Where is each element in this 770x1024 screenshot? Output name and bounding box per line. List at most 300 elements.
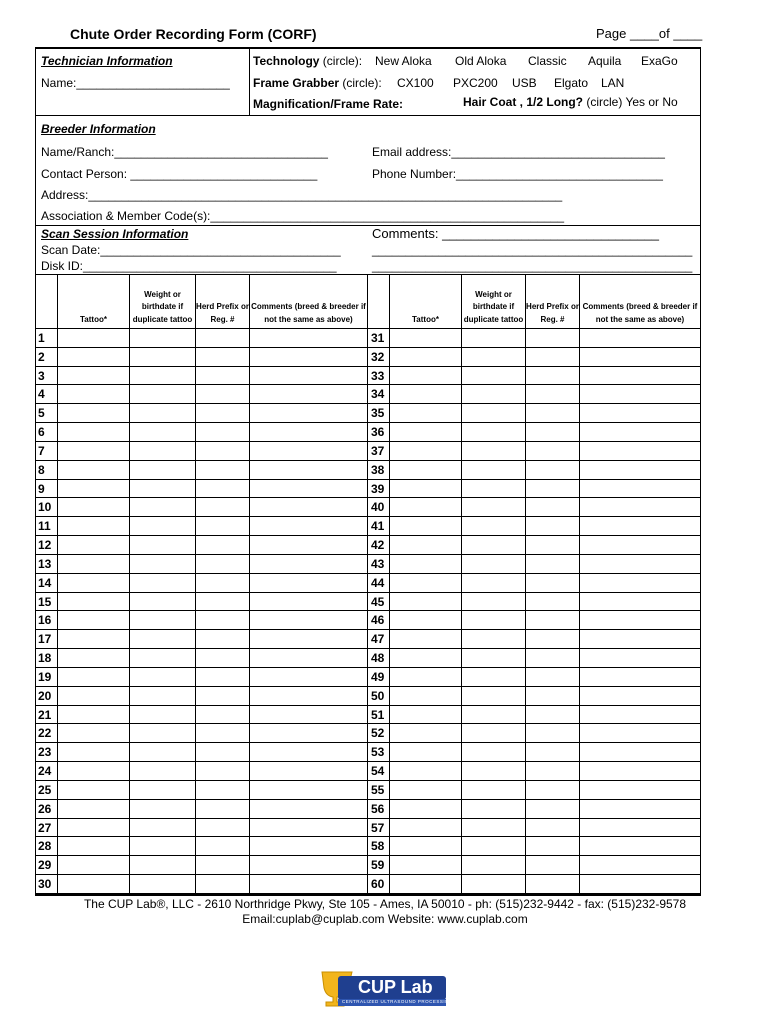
row-number-cell [35, 498, 58, 517]
table-cell-tattoo[interactable] [390, 743, 462, 762]
table-cell-comments[interactable] [580, 856, 701, 875]
table-cell-weight[interactable] [462, 706, 526, 725]
table-cell-comments[interactable] [250, 348, 368, 367]
table-cell-herd[interactable] [196, 593, 250, 612]
table-cell-herd[interactable] [196, 517, 250, 536]
table-cell-weight[interactable] [130, 498, 196, 517]
logo-text: CUP Lab [358, 977, 433, 997]
table-cell-tattoo[interactable] [390, 423, 462, 442]
table-cell-herd[interactable] [196, 423, 250, 442]
table-cell-herd[interactable] [526, 649, 580, 668]
table-cell-herd[interactable] [526, 480, 580, 499]
table-cell-comments[interactable] [250, 367, 368, 386]
magnification-field[interactable]: Magnification/Frame Rate: [253, 97, 404, 111]
table-cell-weight[interactable] [462, 461, 526, 480]
frame-option-usb[interactable]: USB [512, 76, 537, 90]
table-cell-comments[interactable] [250, 743, 368, 762]
table-cell-weight[interactable] [130, 442, 196, 461]
table-cell-tattoo[interactable] [390, 706, 462, 725]
table-cell-comments[interactable] [580, 404, 701, 423]
table-cell-comments[interactable] [250, 498, 368, 517]
table-cell-herd[interactable] [526, 442, 580, 461]
table-cell-weight[interactable] [462, 404, 526, 423]
frame-option-pxc200[interactable]: PXC200 [453, 76, 498, 90]
row-number: 44 [371, 575, 385, 590]
table-cell-weight[interactable] [130, 517, 196, 536]
table-cell-herd[interactable] [196, 856, 250, 875]
table-cell-weight[interactable] [130, 687, 196, 706]
name-ranch-field[interactable]: Name/Ranch:________________________________ [41, 145, 328, 159]
table-cell-tattoo[interactable] [58, 461, 130, 480]
table-cell-tattoo[interactable] [58, 593, 130, 612]
table-cell-herd[interactable] [196, 367, 250, 386]
table-cell-weight[interactable] [130, 329, 196, 348]
table-cell-tattoo[interactable] [58, 743, 130, 762]
table-cell-weight[interactable] [130, 762, 196, 781]
technology-option-old-aloka[interactable]: Old Aloka [455, 54, 507, 68]
table-cell-weight[interactable] [462, 593, 526, 612]
table-cell-herd[interactable] [526, 875, 580, 894]
table-cell-herd[interactable] [196, 574, 250, 593]
table-cell-weight[interactable] [130, 875, 196, 894]
table-cell-herd[interactable] [196, 837, 250, 856]
table-cell-comments[interactable] [250, 536, 368, 555]
table-cell-weight[interactable] [130, 856, 196, 875]
phone-field[interactable]: Phone Number:_______________________________ [372, 167, 663, 181]
table-cell-comments[interactable] [580, 498, 701, 517]
row-number: 9 [38, 481, 45, 496]
table-cell-tattoo[interactable] [390, 367, 462, 386]
table-cell-tattoo[interactable] [390, 404, 462, 423]
table-cell-tattoo[interactable] [390, 480, 462, 499]
technology-option-new-aloka[interactable]: New Aloka [375, 54, 432, 68]
table-cell-tattoo[interactable] [390, 781, 462, 800]
table-cell-herd[interactable] [526, 423, 580, 442]
table-cell-weight[interactable] [462, 367, 526, 386]
table-cell-herd[interactable] [196, 536, 250, 555]
row-number: 51 [371, 707, 385, 722]
table-cell-tattoo[interactable] [58, 724, 130, 743]
table-cell-tattoo[interactable] [390, 329, 462, 348]
table-cell-herd[interactable] [526, 611, 580, 630]
table-cell-comments[interactable] [580, 781, 701, 800]
table-cell-comments[interactable] [580, 367, 701, 386]
technology-hint: (circle): [322, 54, 363, 68]
table-cell-tattoo[interactable] [58, 762, 130, 781]
table-cell-herd[interactable] [196, 649, 250, 668]
table-cell-herd[interactable] [196, 706, 250, 725]
table-cell-tattoo[interactable] [58, 423, 130, 442]
table-cell-herd[interactable] [526, 555, 580, 574]
row-number-cell [35, 875, 58, 894]
table-cell-tattoo[interactable] [390, 611, 462, 630]
row-number-cell [35, 800, 58, 819]
table-cell-comments[interactable] [250, 517, 368, 536]
table-cell-weight[interactable] [462, 649, 526, 668]
table-cell-tattoo[interactable] [58, 649, 130, 668]
table-cell-weight[interactable] [130, 385, 196, 404]
table-cell-weight[interactable] [462, 385, 526, 404]
table-cell-weight[interactable] [462, 480, 526, 499]
table-cell-comments[interactable] [580, 668, 701, 687]
table-cell-herd[interactable] [196, 555, 250, 574]
table-cell-weight[interactable] [462, 668, 526, 687]
table-cell-comments[interactable] [580, 611, 701, 630]
table-cell-weight[interactable] [130, 781, 196, 800]
table-cell-herd[interactable] [196, 630, 250, 649]
table-cell-comments[interactable] [250, 687, 368, 706]
row-number-cell [368, 781, 390, 800]
table-cell-herd[interactable] [196, 819, 250, 838]
table-cell-weight[interactable] [462, 724, 526, 743]
technology-option-classic[interactable]: Classic [528, 54, 567, 68]
tattoo-header-text: Tattoo* [80, 314, 107, 324]
table-cell-comments[interactable] [250, 461, 368, 480]
table-cell-weight[interactable] [462, 800, 526, 819]
table-cell-weight[interactable] [130, 837, 196, 856]
hair-coat-row[interactable] [463, 95, 678, 109]
table-cell-herd[interactable] [526, 687, 580, 706]
table-cell-tattoo[interactable] [58, 611, 130, 630]
row-number: 19 [38, 669, 52, 684]
table-cell-weight[interactable] [130, 706, 196, 725]
contact-person-field[interactable]: Contact Person: ____________________________ [41, 167, 318, 181]
scan-date-field[interactable]: Scan Date:____________________________________ [41, 243, 341, 257]
table-cell-weight[interactable] [462, 329, 526, 348]
table-cell-comments[interactable] [580, 480, 701, 499]
table-cell-comments[interactable] [250, 856, 368, 875]
row-number-cell [368, 611, 390, 630]
herd-header-left [196, 274, 250, 329]
table-cell-weight[interactable] [130, 593, 196, 612]
technology-option-exago[interactable]: ExaGo [641, 54, 678, 68]
table-cell-weight[interactable] [130, 668, 196, 687]
table-cell-comments[interactable] [580, 461, 701, 480]
technology-option-aquila[interactable]: Aquila [588, 54, 622, 68]
table-cell-tattoo[interactable] [58, 574, 130, 593]
table-cell-tattoo[interactable] [58, 856, 130, 875]
table-cell-tattoo[interactable] [390, 461, 462, 480]
table-cell-tattoo[interactable] [390, 517, 462, 536]
table-cell-herd[interactable] [196, 442, 250, 461]
frame-option-lan[interactable]: LAN [601, 76, 625, 90]
technician-name-field[interactable]: Name:_______________________ [41, 76, 230, 90]
table-cell-tattoo[interactable] [390, 875, 462, 894]
table-cell-tattoo[interactable] [58, 875, 130, 894]
table-cell-comments[interactable] [250, 649, 368, 668]
table-cell-herd[interactable] [196, 480, 250, 499]
frame-option-cx100[interactable]: CX100 [397, 76, 434, 90]
table-cell-tattoo[interactable] [58, 517, 130, 536]
row-number: 56 [371, 801, 385, 816]
row-number: 36 [371, 425, 385, 440]
table-cell-herd[interactable] [196, 762, 250, 781]
table-cell-weight[interactable] [462, 875, 526, 894]
row-number: 14 [38, 575, 52, 590]
table-cell-herd[interactable] [526, 461, 580, 480]
table-cell-weight[interactable] [462, 555, 526, 574]
table-cell-weight[interactable] [462, 498, 526, 517]
page-number-field[interactable]: Page ____of ____ [596, 26, 703, 41]
table-cell-weight[interactable] [130, 404, 196, 423]
table-cell-weight[interactable] [130, 423, 196, 442]
table-cell-herd[interactable] [196, 668, 250, 687]
table-cell-herd[interactable] [526, 724, 580, 743]
row-number: 47 [371, 632, 385, 647]
table-cell-weight[interactable] [130, 555, 196, 574]
technician-divider [249, 47, 250, 115]
tattoo-header-right [390, 274, 462, 329]
table-cell-comments[interactable] [580, 762, 701, 781]
table-cell-comments[interactable] [580, 536, 701, 555]
table-cell-comments[interactable] [580, 687, 701, 706]
table-cell-herd[interactable] [526, 630, 580, 649]
row-number-cell [368, 724, 390, 743]
table-cell-weight[interactable] [130, 819, 196, 838]
table-cell-weight[interactable] [462, 856, 526, 875]
table-cell-tattoo[interactable] [390, 536, 462, 555]
table-cell-comments[interactable] [580, 724, 701, 743]
table-cell-tattoo[interactable] [58, 781, 130, 800]
table-cell-herd[interactable] [526, 385, 580, 404]
table-cell-comments[interactable] [580, 593, 701, 612]
table-cell-tattoo[interactable] [58, 706, 130, 725]
table-cell-weight[interactable] [130, 348, 196, 367]
table-cell-tattoo[interactable] [58, 819, 130, 838]
table-cell-weight[interactable] [130, 367, 196, 386]
table-cell-tattoo[interactable] [390, 856, 462, 875]
table-cell-comments[interactable] [580, 423, 701, 442]
table-cell-comments[interactable] [580, 442, 701, 461]
row-number: 11 [38, 519, 51, 534]
table-cell-comments[interactable] [580, 819, 701, 838]
association-field[interactable]: Association & Member Code(s):_____________________________________________________ [41, 209, 565, 223]
table-cell-tattoo[interactable] [58, 498, 130, 517]
table-cell-comments[interactable] [250, 781, 368, 800]
table-cell-tattoo[interactable] [58, 687, 130, 706]
table-cell-herd[interactable] [526, 498, 580, 517]
table-cell-herd[interactable] [196, 875, 250, 894]
row-number: 42 [371, 538, 385, 553]
table-cell-tattoo[interactable] [58, 668, 130, 687]
table-cell-weight[interactable] [462, 348, 526, 367]
table-cell-weight[interactable] [462, 743, 526, 762]
table-cell-herd[interactable] [526, 800, 580, 819]
table-cell-comments[interactable] [580, 649, 701, 668]
table-cell-herd[interactable] [196, 404, 250, 423]
row-number-cell [368, 649, 390, 668]
table-cell-comments[interactable] [250, 329, 368, 348]
row-number: 12 [38, 538, 52, 553]
table-cell-weight[interactable] [130, 461, 196, 480]
table-cell-tattoo[interactable] [390, 593, 462, 612]
table-cell-weight[interactable] [462, 762, 526, 781]
comments-line-2[interactable]: ________________________________________________ [372, 243, 693, 257]
table-cell-comments[interactable] [580, 743, 701, 762]
table-cell-tattoo[interactable] [390, 555, 462, 574]
table-cell-tattoo[interactable] [390, 574, 462, 593]
table-cell-weight[interactable] [462, 574, 526, 593]
table-cell-tattoo[interactable] [390, 819, 462, 838]
table-cell-weight[interactable] [130, 724, 196, 743]
table-cell-herd[interactable] [526, 348, 580, 367]
table-cell-herd[interactable] [526, 762, 580, 781]
table-cell-weight[interactable] [462, 611, 526, 630]
table-cell-comments[interactable] [250, 404, 368, 423]
table-cell-tattoo[interactable] [390, 385, 462, 404]
table-cell-herd[interactable] [196, 724, 250, 743]
row-number: 25 [38, 782, 52, 797]
table-cell-comments[interactable] [250, 385, 368, 404]
table-cell-tattoo[interactable] [58, 837, 130, 856]
row-number-cell [35, 687, 58, 706]
table-cell-herd[interactable] [526, 668, 580, 687]
table-cell-herd[interactable] [526, 593, 580, 612]
table-cell-comments[interactable] [250, 611, 368, 630]
table-cell-tattoo[interactable] [390, 687, 462, 706]
table-cell-comments[interactable] [580, 348, 701, 367]
table-cell-herd[interactable] [196, 743, 250, 762]
table-cell-tattoo[interactable] [390, 649, 462, 668]
table-cell-herd[interactable] [526, 574, 580, 593]
table-cell-herd[interactable] [526, 743, 580, 762]
table-cell-comments[interactable] [250, 630, 368, 649]
table-cell-comments[interactable] [580, 385, 701, 404]
table-cell-tattoo[interactable] [390, 724, 462, 743]
row-number-cell [35, 593, 58, 612]
table-cell-weight[interactable] [130, 649, 196, 668]
table-cell-comments[interactable] [250, 668, 368, 687]
table-cell-weight[interactable] [130, 611, 196, 630]
table-cell-tattoo[interactable] [390, 498, 462, 517]
table-cell-weight[interactable] [462, 423, 526, 442]
table-cell-herd[interactable] [526, 367, 580, 386]
frame-option-elgato[interactable]: Elgato [554, 76, 589, 90]
table-cell-comments[interactable] [250, 574, 368, 593]
table-cell-tattoo[interactable] [390, 442, 462, 461]
table-cell-herd[interactable] [196, 611, 250, 630]
row-number-cell [368, 574, 390, 593]
table-cell-comments[interactable] [580, 800, 701, 819]
table-cell-herd[interactable] [526, 536, 580, 555]
row-number-cell [35, 461, 58, 480]
table-cell-weight[interactable] [462, 687, 526, 706]
table-cell-herd[interactable] [196, 329, 250, 348]
table-cell-herd[interactable] [526, 706, 580, 725]
table-cell-tattoo[interactable] [58, 442, 130, 461]
table-cell-tattoo[interactable] [58, 536, 130, 555]
table-cell-comments[interactable] [250, 555, 368, 574]
table-cell-tattoo[interactable] [58, 329, 130, 348]
table-cell-weight[interactable] [462, 536, 526, 555]
table-cell-comments[interactable] [250, 423, 368, 442]
table-cell-tattoo[interactable] [390, 668, 462, 687]
table-cell-tattoo[interactable] [58, 348, 130, 367]
table-cell-herd[interactable] [526, 781, 580, 800]
table-cell-herd[interactable] [526, 517, 580, 536]
table-cell-tattoo[interactable] [390, 348, 462, 367]
table-cell-tattoo[interactable] [390, 762, 462, 781]
row-number-cell [368, 404, 390, 423]
table-cell-weight[interactable] [462, 630, 526, 649]
table-cell-weight[interactable] [130, 536, 196, 555]
table-cell-herd[interactable] [196, 498, 250, 517]
table-cell-herd[interactable] [526, 837, 580, 856]
comments-field[interactable]: Comments: ______________________________ [372, 226, 659, 241]
table-cell-tattoo[interactable] [58, 630, 130, 649]
table-cell-comments[interactable] [250, 442, 368, 461]
table-cell-comments[interactable] [250, 837, 368, 856]
table-cell-comments[interactable] [250, 819, 368, 838]
email-field[interactable]: Email address:________________________________ [372, 145, 665, 159]
table-cell-herd[interactable] [196, 687, 250, 706]
table-cell-weight[interactable] [462, 781, 526, 800]
table-cell-comments[interactable] [580, 517, 701, 536]
table-cell-comments[interactable] [250, 480, 368, 499]
table-cell-herd[interactable] [196, 461, 250, 480]
table-cell-tattoo[interactable] [58, 555, 130, 574]
table-cell-comments[interactable] [250, 593, 368, 612]
table-cell-herd[interactable] [196, 348, 250, 367]
table-cell-comments[interactable] [580, 630, 701, 649]
table-cell-tattoo[interactable] [58, 480, 130, 499]
table-cell-weight[interactable] [462, 517, 526, 536]
table-cell-comments[interactable] [250, 724, 368, 743]
table-cell-comments[interactable] [250, 875, 368, 894]
table-cell-tattoo[interactable] [58, 367, 130, 386]
table-cell-tattoo[interactable] [58, 385, 130, 404]
table-cell-herd[interactable] [526, 856, 580, 875]
table-cell-herd[interactable] [196, 800, 250, 819]
table-cell-tattoo[interactable] [390, 837, 462, 856]
table-cell-weight[interactable] [462, 819, 526, 838]
table-cell-tattoo[interactable] [390, 800, 462, 819]
row-number: 15 [38, 594, 52, 609]
table-cell-herd[interactable] [196, 385, 250, 404]
herd-header-text: Herd Prefix or Reg. # [196, 302, 249, 324]
table-cell-herd[interactable] [196, 781, 250, 800]
table-cell-comments[interactable] [250, 762, 368, 781]
table-cell-tattoo[interactable] [58, 800, 130, 819]
table-cell-herd[interactable] [526, 404, 580, 423]
row-number: 48 [371, 651, 385, 666]
table-cell-weight[interactable] [130, 630, 196, 649]
table-cell-comments[interactable] [580, 555, 701, 574]
row-number-cell [35, 555, 58, 574]
table-cell-weight[interactable] [130, 480, 196, 499]
table-cell-tattoo[interactable] [58, 404, 130, 423]
table-cell-comments[interactable] [250, 706, 368, 725]
table-cell-comments[interactable] [580, 706, 701, 725]
table-cell-tattoo[interactable] [390, 630, 462, 649]
table-cell-weight[interactable] [130, 743, 196, 762]
table-cell-herd[interactable] [526, 329, 580, 348]
table-cell-comments[interactable] [580, 875, 701, 894]
comments-line-3[interactable]: ________________________________________________ [372, 259, 693, 273]
table-cell-weight[interactable] [130, 800, 196, 819]
table-cell-weight[interactable] [462, 442, 526, 461]
address-field[interactable]: Address:_______________________________________________________________________ [41, 188, 563, 202]
row-number-cell [35, 630, 58, 649]
disk-id-field[interactable]: Disk ID:______________________________________ [41, 259, 337, 273]
table-cell-comments[interactable] [580, 574, 701, 593]
table-cell-weight[interactable] [130, 574, 196, 593]
table-cell-comments[interactable] [250, 800, 368, 819]
table-cell-herd[interactable] [526, 819, 580, 838]
table-cell-comments[interactable] [580, 329, 701, 348]
table-cell-weight[interactable] [462, 837, 526, 856]
table-cell-comments[interactable] [580, 837, 701, 856]
